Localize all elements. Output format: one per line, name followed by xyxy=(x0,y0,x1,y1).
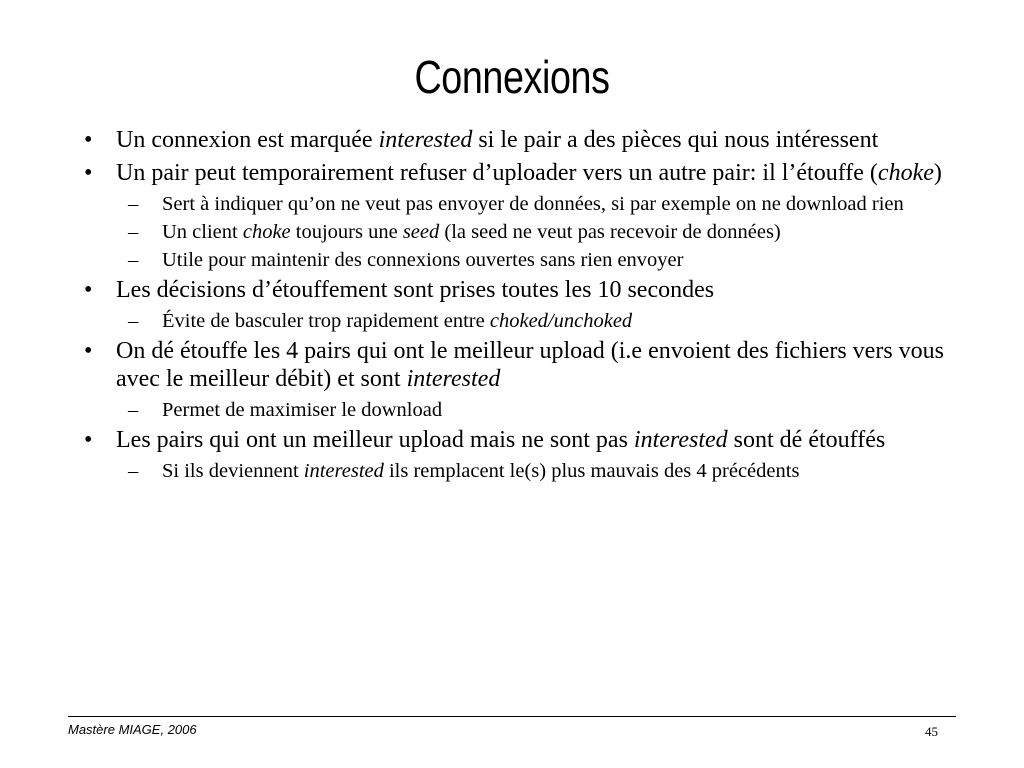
text-run: ) xyxy=(933,160,942,186)
sub-bullet-item xyxy=(78,220,948,244)
text-run: Évite de basculer trop rapidement entre xyxy=(162,310,490,332)
bullet-item xyxy=(78,276,948,304)
page-number: 45 xyxy=(925,724,938,739)
slide-title: Connexions xyxy=(414,51,610,103)
bullet-text xyxy=(162,249,683,271)
sub-bullet-item xyxy=(78,459,948,483)
bullet-marker: • xyxy=(84,277,93,303)
text-run: Les pairs qui ont un meilleur upload mais ne sont pas xyxy=(116,427,634,453)
bullet-marker: • xyxy=(84,127,93,153)
italic-term: choke xyxy=(877,160,934,186)
text-run: Utile pour maintenir des connexions ouvertes sans rien envoyer xyxy=(162,249,684,271)
text-run: Un connexion est marquée xyxy=(116,127,379,153)
bullet-text xyxy=(162,399,442,421)
bullet-item xyxy=(78,126,948,154)
italic-term: interested xyxy=(303,460,384,482)
text-run: Un client xyxy=(162,221,243,243)
bullet-text xyxy=(162,310,632,332)
bullet-text xyxy=(116,277,714,303)
bullet-item xyxy=(78,159,948,187)
italic-term: choke xyxy=(242,221,291,243)
text-run: toujours une xyxy=(290,221,403,243)
text-run: On dé étouffe les 4 pairs qui ont le meilleur upload (i.e envoient des fichiers vers vous avec le meilleur débit) et sont xyxy=(116,338,944,392)
dash-marker: – xyxy=(128,221,139,243)
bullet-marker: • xyxy=(84,160,93,186)
sub-bullet-item xyxy=(78,192,948,216)
text-run: (la seed ne veut pas recevoir de données) xyxy=(439,221,781,243)
text-run: si le pair a des pièces qui nous intéressent xyxy=(472,127,879,153)
italic-term: interested xyxy=(406,366,501,392)
bullet-text xyxy=(116,127,878,153)
italic-term: choked/unchoked xyxy=(489,310,633,332)
bullet-list xyxy=(78,126,948,487)
dash-marker: – xyxy=(128,460,139,482)
italic-term: interested xyxy=(378,127,473,153)
bullet-text xyxy=(162,460,799,482)
footer-divider xyxy=(68,716,956,717)
italic-term: seed xyxy=(402,221,440,243)
text-run: Un pair peut temporairement refuser d’uploader vers un autre pair: il l’étouffe ( xyxy=(116,160,878,186)
bullet-item xyxy=(78,426,948,454)
text-run: Permet de maximiser le download xyxy=(162,399,443,421)
bullet-text xyxy=(116,160,942,186)
bullet-marker: • xyxy=(84,427,93,453)
italic-term: interested xyxy=(633,427,728,453)
text-run: Les décisions d’étouffement sont prises toutes les 10 secondes xyxy=(116,277,715,303)
bullet-text xyxy=(162,221,781,243)
text-run: ils remplacent le(s) plus mauvais des 4 précédents xyxy=(383,460,800,482)
text-run: Si ils deviennent xyxy=(162,460,304,482)
footer-course-label: Mastère MIAGE, 2006 xyxy=(68,722,197,737)
text-run: sont dé étouffés xyxy=(727,427,886,453)
bullet-text xyxy=(116,427,885,453)
sub-bullet-item xyxy=(78,398,948,422)
text-run: Sert à indiquer qu’on ne veut pas envoyer de données, si par exemple on ne download rien xyxy=(162,193,904,215)
sub-bullet-item xyxy=(78,309,948,333)
bullet-text xyxy=(116,338,944,392)
bullet-marker: • xyxy=(84,338,93,364)
dash-marker: – xyxy=(128,193,139,215)
bullet-text xyxy=(162,193,904,215)
sub-bullet-item xyxy=(78,248,948,272)
bullet-item xyxy=(78,337,948,393)
dash-marker: – xyxy=(128,249,139,271)
dash-marker: – xyxy=(128,399,139,421)
dash-marker: – xyxy=(128,310,139,332)
